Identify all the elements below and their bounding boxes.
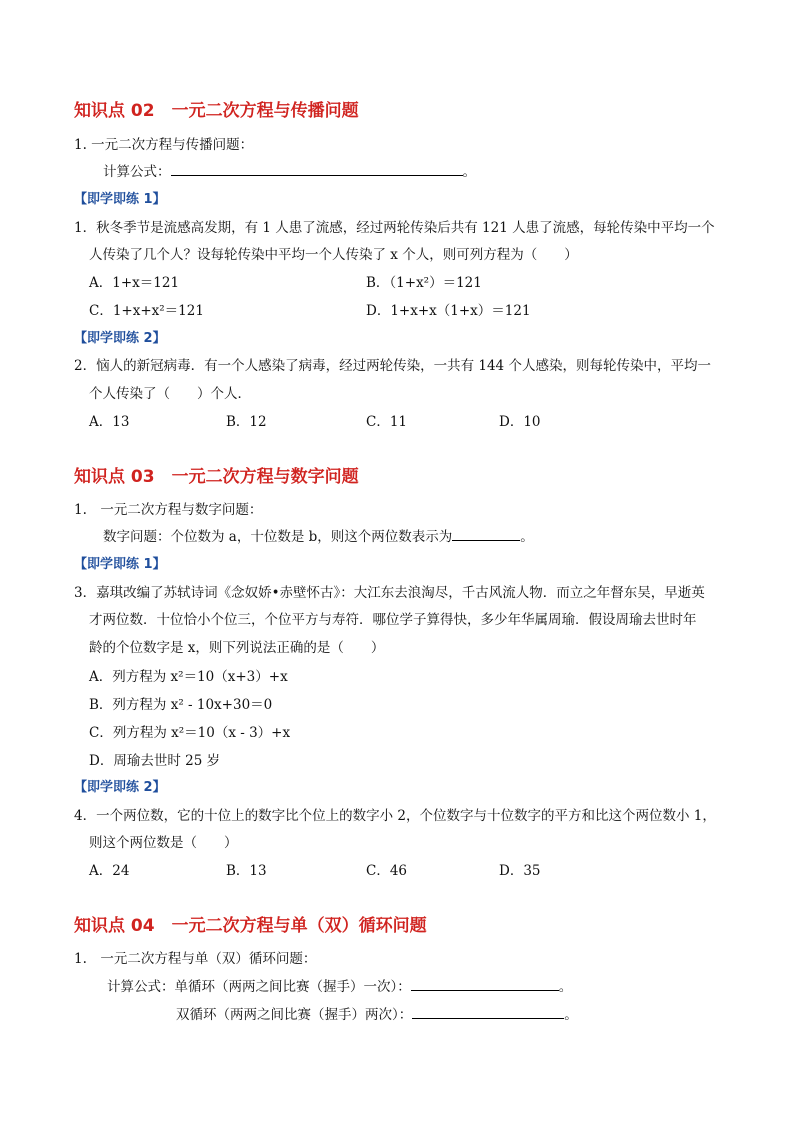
option-d[interactable]: D．1+x+x（1+x）＝121 — [366, 303, 531, 319]
single-round-label: 计算公式：单循环（两两之间比赛（握手）一次）： — [107, 979, 411, 995]
practice-tag: 【即学即练 2】 — [74, 780, 166, 795]
single-round-end: 。 — [558, 979, 573, 995]
option-d[interactable]: D．35 — [499, 863, 541, 879]
option-b[interactable]: B．12 — [226, 414, 267, 430]
formula-line — [103, 160, 476, 180]
option-a[interactable]: A．1+x＝121 — [89, 275, 180, 291]
answer-blank[interactable] — [452, 526, 520, 541]
option-d[interactable]: D．周瑜去世时 25 岁 — [89, 753, 221, 769]
answer-blank[interactable] — [412, 1004, 564, 1019]
double-round-label: 双循环（两两之间比赛（握手）两次）： — [176, 1007, 413, 1023]
option-c[interactable]: C．列方程为 x²＝10（x - 3）+x — [89, 725, 291, 741]
double-round-line — [176, 1003, 578, 1023]
option-b[interactable]: B．13 — [226, 863, 267, 879]
option-a[interactable]: A．列方程为 x²＝10（x+3）+x — [89, 669, 288, 685]
question-text: 则这个两位数是（ ） — [89, 835, 238, 851]
option-a[interactable]: A．24 — [89, 863, 130, 879]
question-text: 个人传染了（ ）个人． — [89, 386, 251, 402]
formula-label: 计算公式： — [103, 164, 171, 180]
option-a[interactable]: A．13 — [89, 414, 130, 430]
question-text: 2．恼人的新冠病毒．有一个人感染了病毒，经过两轮传染，一共有 144 个人感染，则每轮传染中，平均一 — [74, 358, 711, 374]
practice-tag: 【即学即练 2】 — [74, 331, 166, 346]
answer-blank[interactable] — [171, 161, 463, 176]
answer-blank[interactable] — [411, 976, 559, 991]
double-round-end: 。 — [564, 1007, 578, 1023]
section-title-03: 知识点 03 一元二次方程与数字问题 — [74, 467, 359, 487]
question-text: 人传染了几个人？设每轮传染中平均一个人传染了 x 个人，则可列方程为（ ） — [89, 247, 578, 263]
single-round-line — [107, 975, 572, 995]
question-text: 1．秋冬季节是流感高发期，有 1 人患了流感，经过两轮传染后共有 121 人患了流感，每轮传染中平均一个 — [74, 220, 715, 236]
digit-text: 数字问题：个位数为 a，十位数是 b，则这个两位数表示为 — [103, 529, 453, 545]
section-title-02: 知识点 02 一元二次方程与传播问题 — [74, 101, 359, 121]
practice-tag: 【即学即练 1】 — [74, 192, 166, 207]
option-c[interactable]: C．11 — [366, 414, 408, 430]
option-b[interactable]: B．列方程为 x² - 10x+30＝0 — [89, 697, 273, 713]
item-text: 1. 一元二次方程与传播问题： — [74, 137, 254, 153]
option-c[interactable]: C．46 — [366, 863, 408, 879]
question-text: 4．一个两位数，它的十位上的数字比个位上的数字小 2，个位数字与十位数字的平方和比这个两位数小 1， — [74, 808, 716, 824]
option-c[interactable]: C．1+x+x²＝121 — [89, 303, 204, 319]
item-text: 1. 一元二次方程与数字问题： — [74, 502, 263, 518]
practice-tag: 【即学即练 1】 — [74, 557, 166, 572]
section-title-04: 知识点 04 一元二次方程与单（双）循环问题 — [74, 916, 427, 936]
item-text: 1. 一元二次方程与单（双）循环问题： — [74, 951, 317, 967]
question-text: 3．嘉琪改编了苏轼诗词《念奴娇•赤壁怀古》：大江东去浪淘尽，千古风流人物．而立之年督东吴，早逝英 — [74, 585, 705, 601]
option-d[interactable]: D．10 — [499, 414, 541, 430]
digit-line — [103, 525, 534, 545]
option-b[interactable]: B．（1+x²）＝121 — [366, 275, 482, 291]
question-text: 才两位数．十位恰小个位三，个位平方与寿符．哪位学子算得快，多少年华属周瑜．假设周瑜去世时年 — [89, 612, 697, 628]
question-text: 龄的个位数字是 x，则下列说法正确的是（ ） — [89, 640, 385, 656]
digit-end: 。 — [520, 529, 534, 545]
formula-end: 。 — [462, 164, 476, 180]
